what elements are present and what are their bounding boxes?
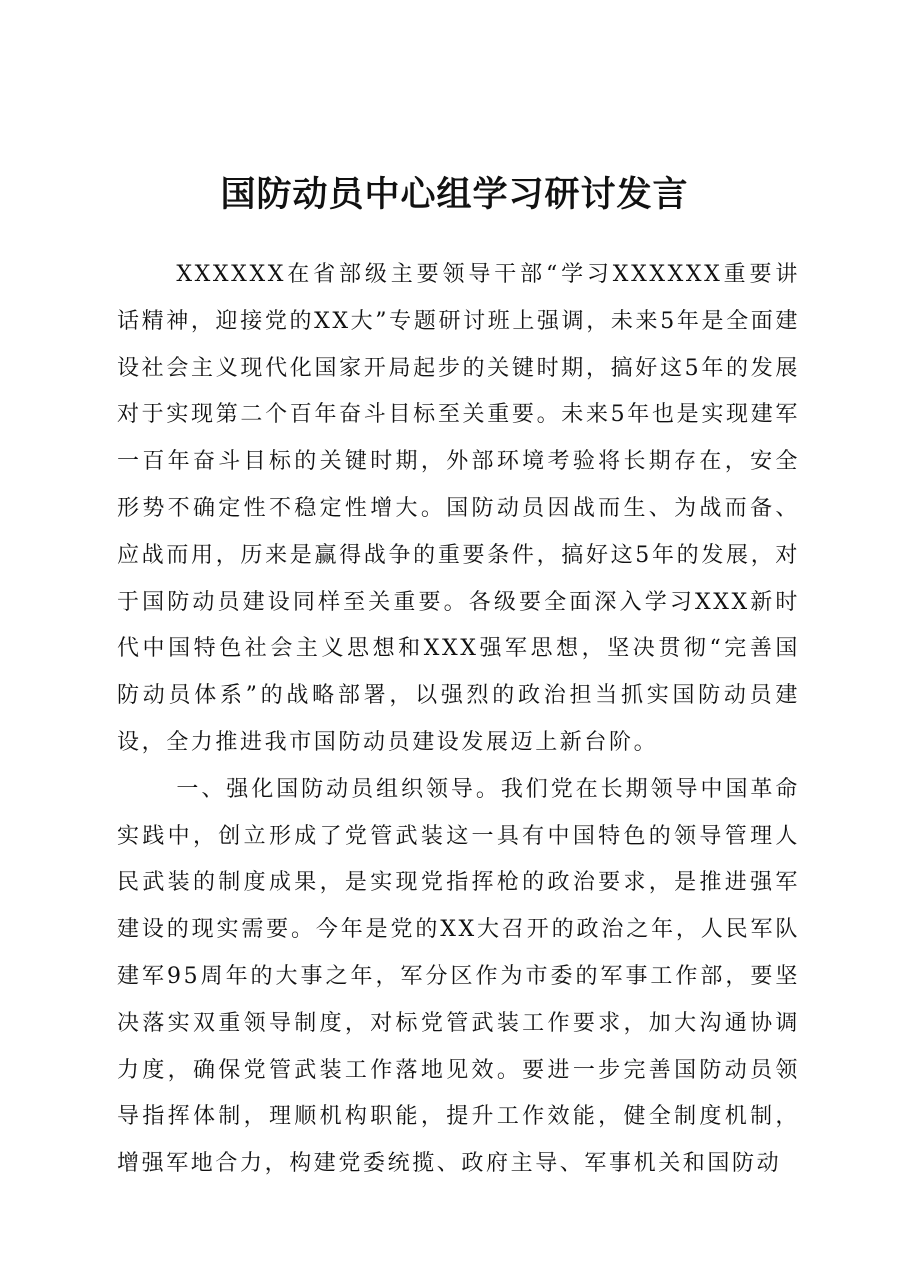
paragraph-intro: XXXXXX在省部级主要领导干部“学习XXXXXX重要讲话精神，迎接党的XX大”专题研讨班上强调，未来5年是全面建设社会主义现代化国家开局起步的关键时期，搞好这5年的发展对于实现第二个百年奋斗目标至关重要。未来5年也是实现建军一百年奋斗目标的关键时期，外部环境考验将长期存在，安全形势不确定性不稳定性增大。国防动员因战而生、为战而备、应战而用，历来是赢得战争的重要条件，搞好这5年的发展，对于国防动员建设同样至关重要。各级要全面深入学习XXX新时代中国特色社会主义思想和XXX强军思想，坚决贯彻“完善国防动员体系”的战略部署，以强烈的政治担当抓实国防动员建设，全力推进我市国防动员建设发展迈上新台阶。 [117, 262, 800, 755]
paragraph-section-one: 一、强化国防动员组织领导。我们党在长期领导中国革命实践中，创立形成了党管武装这一具有中国特色的领导管理人民武装的制度成果，是实现党指挥枪的政治要求，是推进强军建设的现实需要。今年是党的XX大召开的政治之年，人民军队建军95周年的大事之年，军分区作为市委的军事工作部，要坚决落实双重领导制度，对标党管武装工作要求，加大沟通协调力度，确保党管武装工作落地见效。要进一步完善国防动员领导指挥体制，理顺机构职能，提升工作效能，健全制度机制，增强军地合力，构建党委统揽、政府主导、军事机关和国防动 [117, 776, 800, 1177]
document-title: 国防动员中心组学习研讨发言 [220, 174, 689, 215]
document-body [117, 252, 800, 1188]
